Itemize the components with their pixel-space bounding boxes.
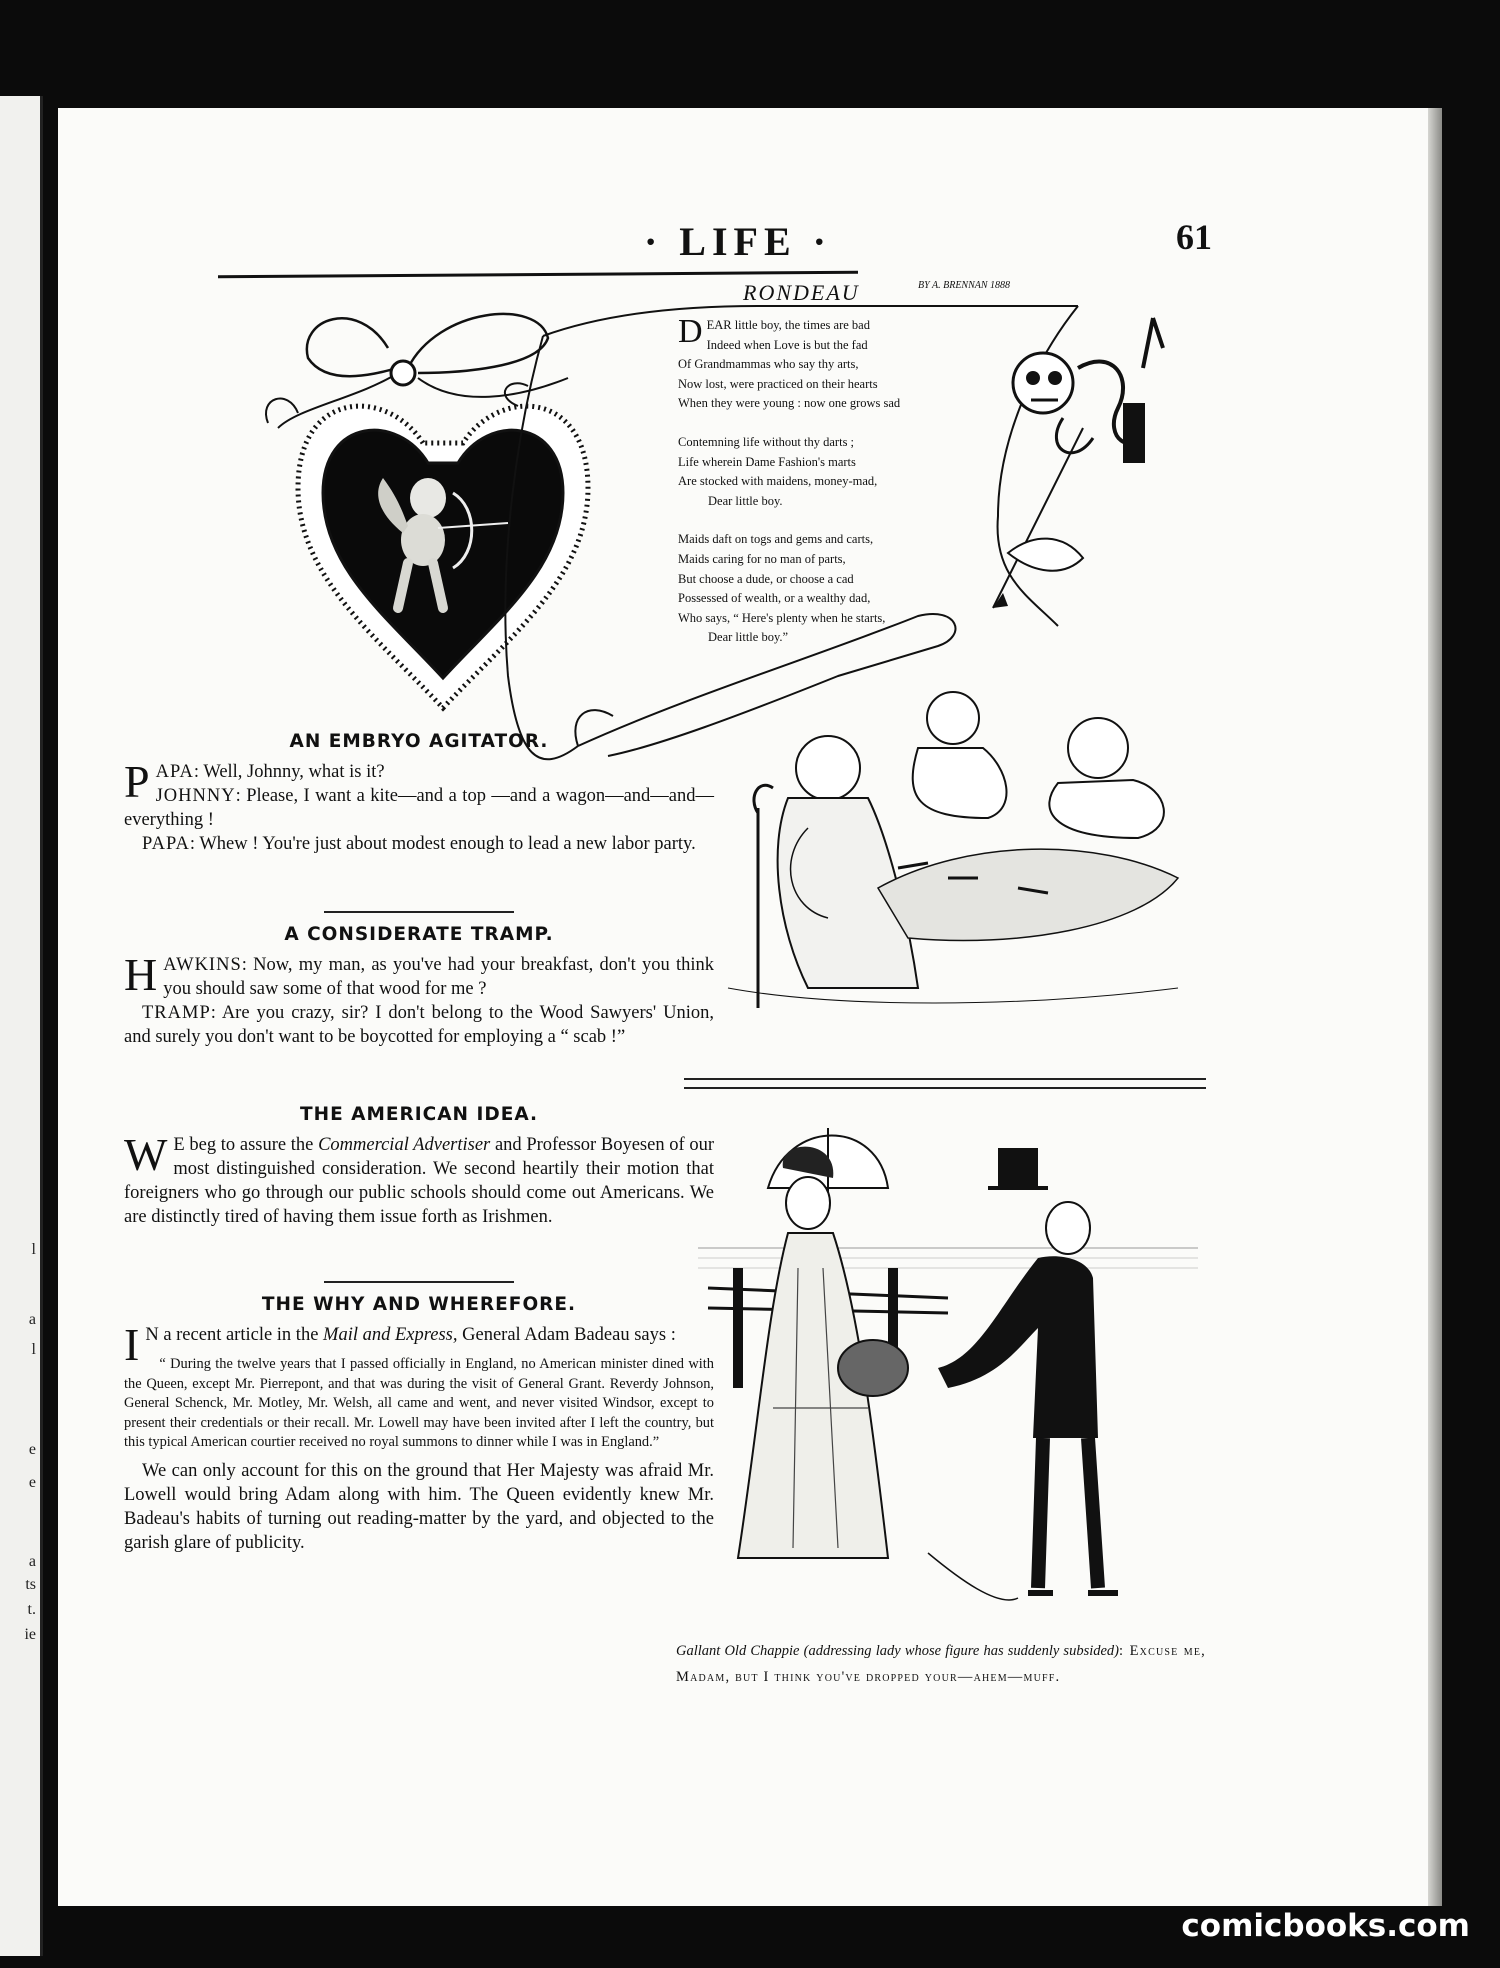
poem-line: Indeed when Love is but the fad bbox=[706, 337, 868, 352]
edge-letter: l bbox=[31, 1341, 36, 1358]
poem-line: Who says, “ Here's plenty when he starts, bbox=[678, 610, 886, 625]
poem-line: Life wherein Dame Fashion's marts bbox=[678, 454, 856, 469]
article-considerate-tramp bbox=[124, 903, 714, 1049]
article-american-idea bbox=[124, 1103, 714, 1229]
article-embryo-agitator bbox=[124, 730, 714, 856]
rondeau-poem bbox=[678, 313, 1058, 667]
article-body: I N a recent article in the Mail and Express, General Adam Badeau says : bbox=[124, 1319, 676, 1370]
poem-line: Dear little boy.” bbox=[708, 630, 789, 645]
drop-cap: W bbox=[124, 1129, 168, 1180]
illustration-caption bbox=[676, 1638, 1206, 1690]
edge-letter: e bbox=[28, 1441, 36, 1458]
poem-line: Are stocked with maidens, money-mad, bbox=[678, 474, 878, 489]
edge-letter: ts bbox=[25, 1576, 36, 1593]
article-body: PAPA: Whew ! You're just about modest enough to lead a new labor party. bbox=[142, 834, 696, 854]
article-body: We can only account for this on the ground that Her Majesty was afraid Mr. Lowell would bring Adam along with him. The Queen evidently knew Mr. Badeau's habits of turning out reading-matter by the yard, and objected to the garish glare of publicity. bbox=[124, 1460, 714, 1553]
poem-line: EAR little boy, the times are bad bbox=[706, 318, 870, 332]
article-heading: A CONSIDERATE TRAMP. bbox=[284, 924, 554, 945]
edge-letter: e bbox=[28, 1474, 36, 1491]
article-heading: THE AMERICAN IDEA. bbox=[299, 1104, 539, 1125]
gallant-chappie-illustration bbox=[698, 1108, 1198, 1628]
poem-line: Maids daft on togs and gems and carts, bbox=[678, 532, 874, 547]
poem-line: Now lost, were practiced on their hearts bbox=[678, 376, 878, 391]
poem-line: Contemning life without thy darts ; bbox=[678, 434, 855, 449]
drop-cap: D bbox=[678, 313, 703, 350]
caption-speech: : Excuse me, Madam, but I think you've dropped your—ahem—muff. bbox=[676, 1643, 1206, 1685]
page-number: 61 bbox=[1176, 217, 1212, 257]
poem-line: Maids caring for no man of parts, bbox=[678, 551, 846, 566]
article-heading: AN EMBRYO AGITATOR. bbox=[289, 731, 549, 752]
article-body: TRAMP: Are you crazy, sir? I don't belong to the Wood Sawyers' Union, and surely you don't want to be boycotted for employing a “ scab !” bbox=[124, 1003, 714, 1047]
caption-speaker: Gallant Old Chappie (addressing lady whose figure has suddenly subsided) bbox=[676, 1643, 1120, 1659]
poem-stanza bbox=[678, 530, 1058, 648]
edge-letter: l bbox=[31, 1241, 36, 1258]
edge-letter: a bbox=[28, 1311, 36, 1328]
tea-party-illustration bbox=[718, 688, 1188, 1018]
poem-line: Of Grandmammas who say thy arts, bbox=[678, 357, 859, 372]
masthead-title: · LIFE · bbox=[643, 219, 833, 264]
article-body: HAWKINS: Now, my man, as you've had your breakfast, don't you think you should saw some of that wood for me ? bbox=[124, 949, 714, 1000]
poem-line: When they were young : now one grows sad bbox=[678, 396, 901, 411]
edge-letter: ie bbox=[24, 1626, 36, 1643]
block-quote: “ During the twelve years that I passed officially in England, no American minister dined with the Queen, except Mr. Pierrepont, and that was during the visit of General Grant. Reverdy Johnson, General Schenck, Mr. Motley, Mr. Welsh, all came and went, and never visited Windsor, except to present their credentials or their recall. Mr. Lowell may have been invited after I left the country, but this typical American courtier received no royal summons to dinner while I was in England.” bbox=[124, 1356, 714, 1451]
poem-stanza bbox=[678, 433, 1058, 511]
poem-stanza bbox=[678, 313, 1058, 414]
article-why-and-wherefore bbox=[124, 1273, 714, 1555]
section-rule bbox=[324, 1281, 514, 1283]
poem-line: But choose a dude, or choose a cad bbox=[678, 571, 854, 586]
double-rule-divider bbox=[684, 1078, 1206, 1089]
magazine-page bbox=[58, 108, 1428, 1906]
drop-cap: P bbox=[124, 756, 150, 807]
edge-letter: a bbox=[28, 1553, 36, 1570]
page-gutter-shadow bbox=[1428, 108, 1442, 1906]
article-body: W E beg to assure the Commercial Advertiser and Professor Boyesen of our most distinguished consideration. We second heartily their motion that foreigners who go through our public schools should come out Americans. We are distinctly tired of having them issue forth as Irishmen. bbox=[124, 1129, 715, 1227]
section-rule bbox=[324, 911, 514, 913]
drop-cap: H bbox=[124, 949, 158, 1000]
edge-letter: t. bbox=[27, 1601, 36, 1618]
rondeau-credit: BY A. BRENNAN 1888 bbox=[918, 280, 1011, 291]
poem-line: Possessed of wealth, or a wealthy dad, bbox=[678, 591, 871, 606]
article-heading: THE WHY AND WHEREFORE. bbox=[261, 1294, 577, 1315]
drop-cap: I bbox=[124, 1319, 140, 1370]
poem-line: Dear little boy. bbox=[708, 493, 783, 508]
article-body: PAPA: Well, Johnny, what is it? JOHNNY: Please, I want a kite—and a top —and a wagon—and—and—everything ! bbox=[124, 756, 714, 830]
watermark: comicbooks.com bbox=[1181, 1908, 1470, 1944]
previous-page-edge bbox=[0, 96, 43, 1956]
rondeau-title: RONDEAU bbox=[743, 280, 860, 305]
